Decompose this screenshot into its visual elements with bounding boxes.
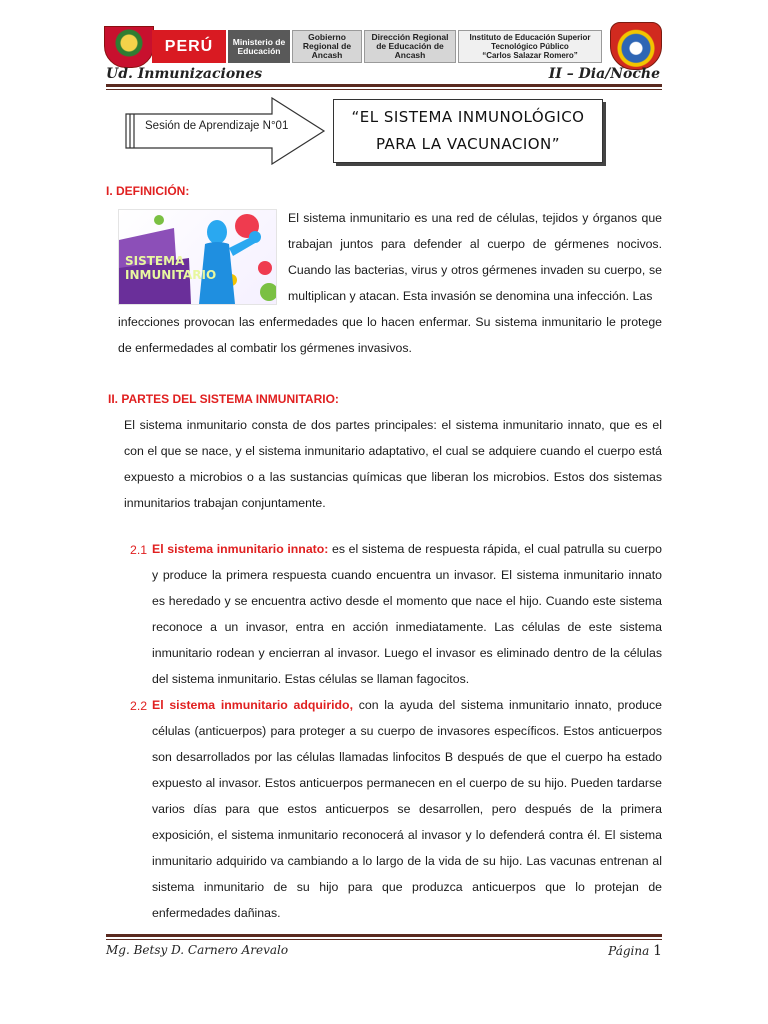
peru-coat-of-arms-logo: [104, 26, 154, 68]
gobierno-regional-logo: Gobierno Regional de Ancash: [292, 30, 362, 63]
illustration-caption: [125, 254, 216, 282]
footer-rule-thin: [106, 939, 662, 940]
ministerio-educacion-logo: Ministerio de Educación: [228, 30, 290, 63]
section-heading-partes: II. PARTES DEL SISTEMA INMUNITARIO:: [108, 392, 339, 406]
section-heading-definicion: I. DEFINICIÓN:: [106, 184, 190, 198]
direccion-regional-logo: Dirección Regional de Educación de Ancash: [364, 30, 456, 63]
item-text-adquirido: con la ayuda del sistema inmunitario innato, produce células (anticuerpos) para proteger a su cuerpo de invasores específicos. Estos anticuerpos son desarrollados por las células llamadas linfocitos B después de que el cuerpo ha estado expuesto al invasor. Estos anticuerpos permanecen en el cuerpo de su hijo. Pueden tardarse varios días para que estos anticuerpos se desarrollen, pero después de la primera exposición, el sistema inmunitario reconocerá al invasor y lo defenderá contra él. El sistema inmunitario adquirido va cambiando a lo largo de la vida de su hijo. Las vacunas entrenan al sistema inmunitario de su hijo para que produzca anticuerpos que lo protejan de enfermedades dañinas.: [152, 698, 662, 920]
footer-page-number: 1: [653, 943, 662, 959]
session-title-line2: PARA LA VACUNACION”: [375, 135, 561, 153]
immune-system-illustration: [118, 209, 277, 305]
session-label: Sesión de Aprendizaje N°01: [145, 120, 289, 132]
item-term-adquirido: El sistema inmunitario adquirido,: [152, 698, 353, 712]
item-number-2-2: 2.2: [130, 699, 148, 713]
item-text-innato: es el sistema de respuesta rápida, el cual patrulla su cuerpo y produce la primera respuesta cuando encuentra un invasor. El sistema inmunitario innato es heredado y se encuentra activo desde el momento que nace el hijo. Cuando este sistema reconoce a un invasor, entra en acción inmediatamente. Las células de este sistema inmunitario rodean y encierran al invasor. Luego el invasor es eliminado dentro de la células del sistema inmunitario. Estas células se llaman fagocitos.: [152, 542, 662, 686]
item-number-2-1: 2.1: [130, 543, 148, 557]
peru-logo-badge: PERÚ: [152, 30, 226, 63]
footer-page: [608, 943, 662, 959]
instituto-logo: Instituto de Educación Superior Tecnológico Público “Carlos Salazar Romero”: [458, 30, 602, 63]
instituto-shield-logo: [610, 22, 662, 70]
session-title-line1: “EL SISTEMA INMUNOLÓGICO: [351, 108, 585, 126]
header-rule-thick: [106, 84, 662, 87]
item-paragraph-innato: [152, 536, 662, 692]
cycle-label: II – Dia/Noche: [548, 66, 660, 82]
header-rule-thin: [106, 89, 662, 90]
partes-intro-paragraph: El sistema inmunitario consta de dos partes principales: el sistema inmunitario innato, que es el con el que se nace, y el sistema inmunitario adaptativo, el cual se adquiere cuando el cuerpo está expuesto a microbios o a las sustancias químicas que liberan los microbios. Estos dos sistemas inmunitarios trabajan conjuntamente.: [124, 418, 662, 510]
item-paragraph-adquirido: [152, 692, 662, 926]
illustration-caption-line1: SISTEMA: [125, 254, 185, 268]
footer-author: Mg. Betsy D. Carnero Arevalo: [106, 943, 289, 957]
footer-rule-thick: [106, 934, 662, 937]
footer-page-label: Página: [608, 944, 650, 958]
unit-title: Ud. Inmunizaciones: [106, 66, 263, 82]
illustration-caption-line2: INMUNITARIO: [125, 268, 217, 282]
definition-paragraph-continued: infecciones provocan las enfermedades que lo hacen enfermar. Su sistema inmunitario le protege de enfermedades al combatir los gérmenes invasivos.: [118, 315, 662, 355]
session-title-box: [333, 99, 603, 163]
definition-paragraph: El sistema inmunitario es una red de células, tejidos y órganos que trabajan juntos para defender al cuerpo de gérmenes nocivos. Cuando las bacterias, virus y otros gérmenes invaden su cuerpo, se multiplican y atacan. Esta invasión se denomina una infección. Las: [288, 211, 662, 303]
item-term-innato: El sistema inmunitario innato:: [152, 542, 329, 556]
